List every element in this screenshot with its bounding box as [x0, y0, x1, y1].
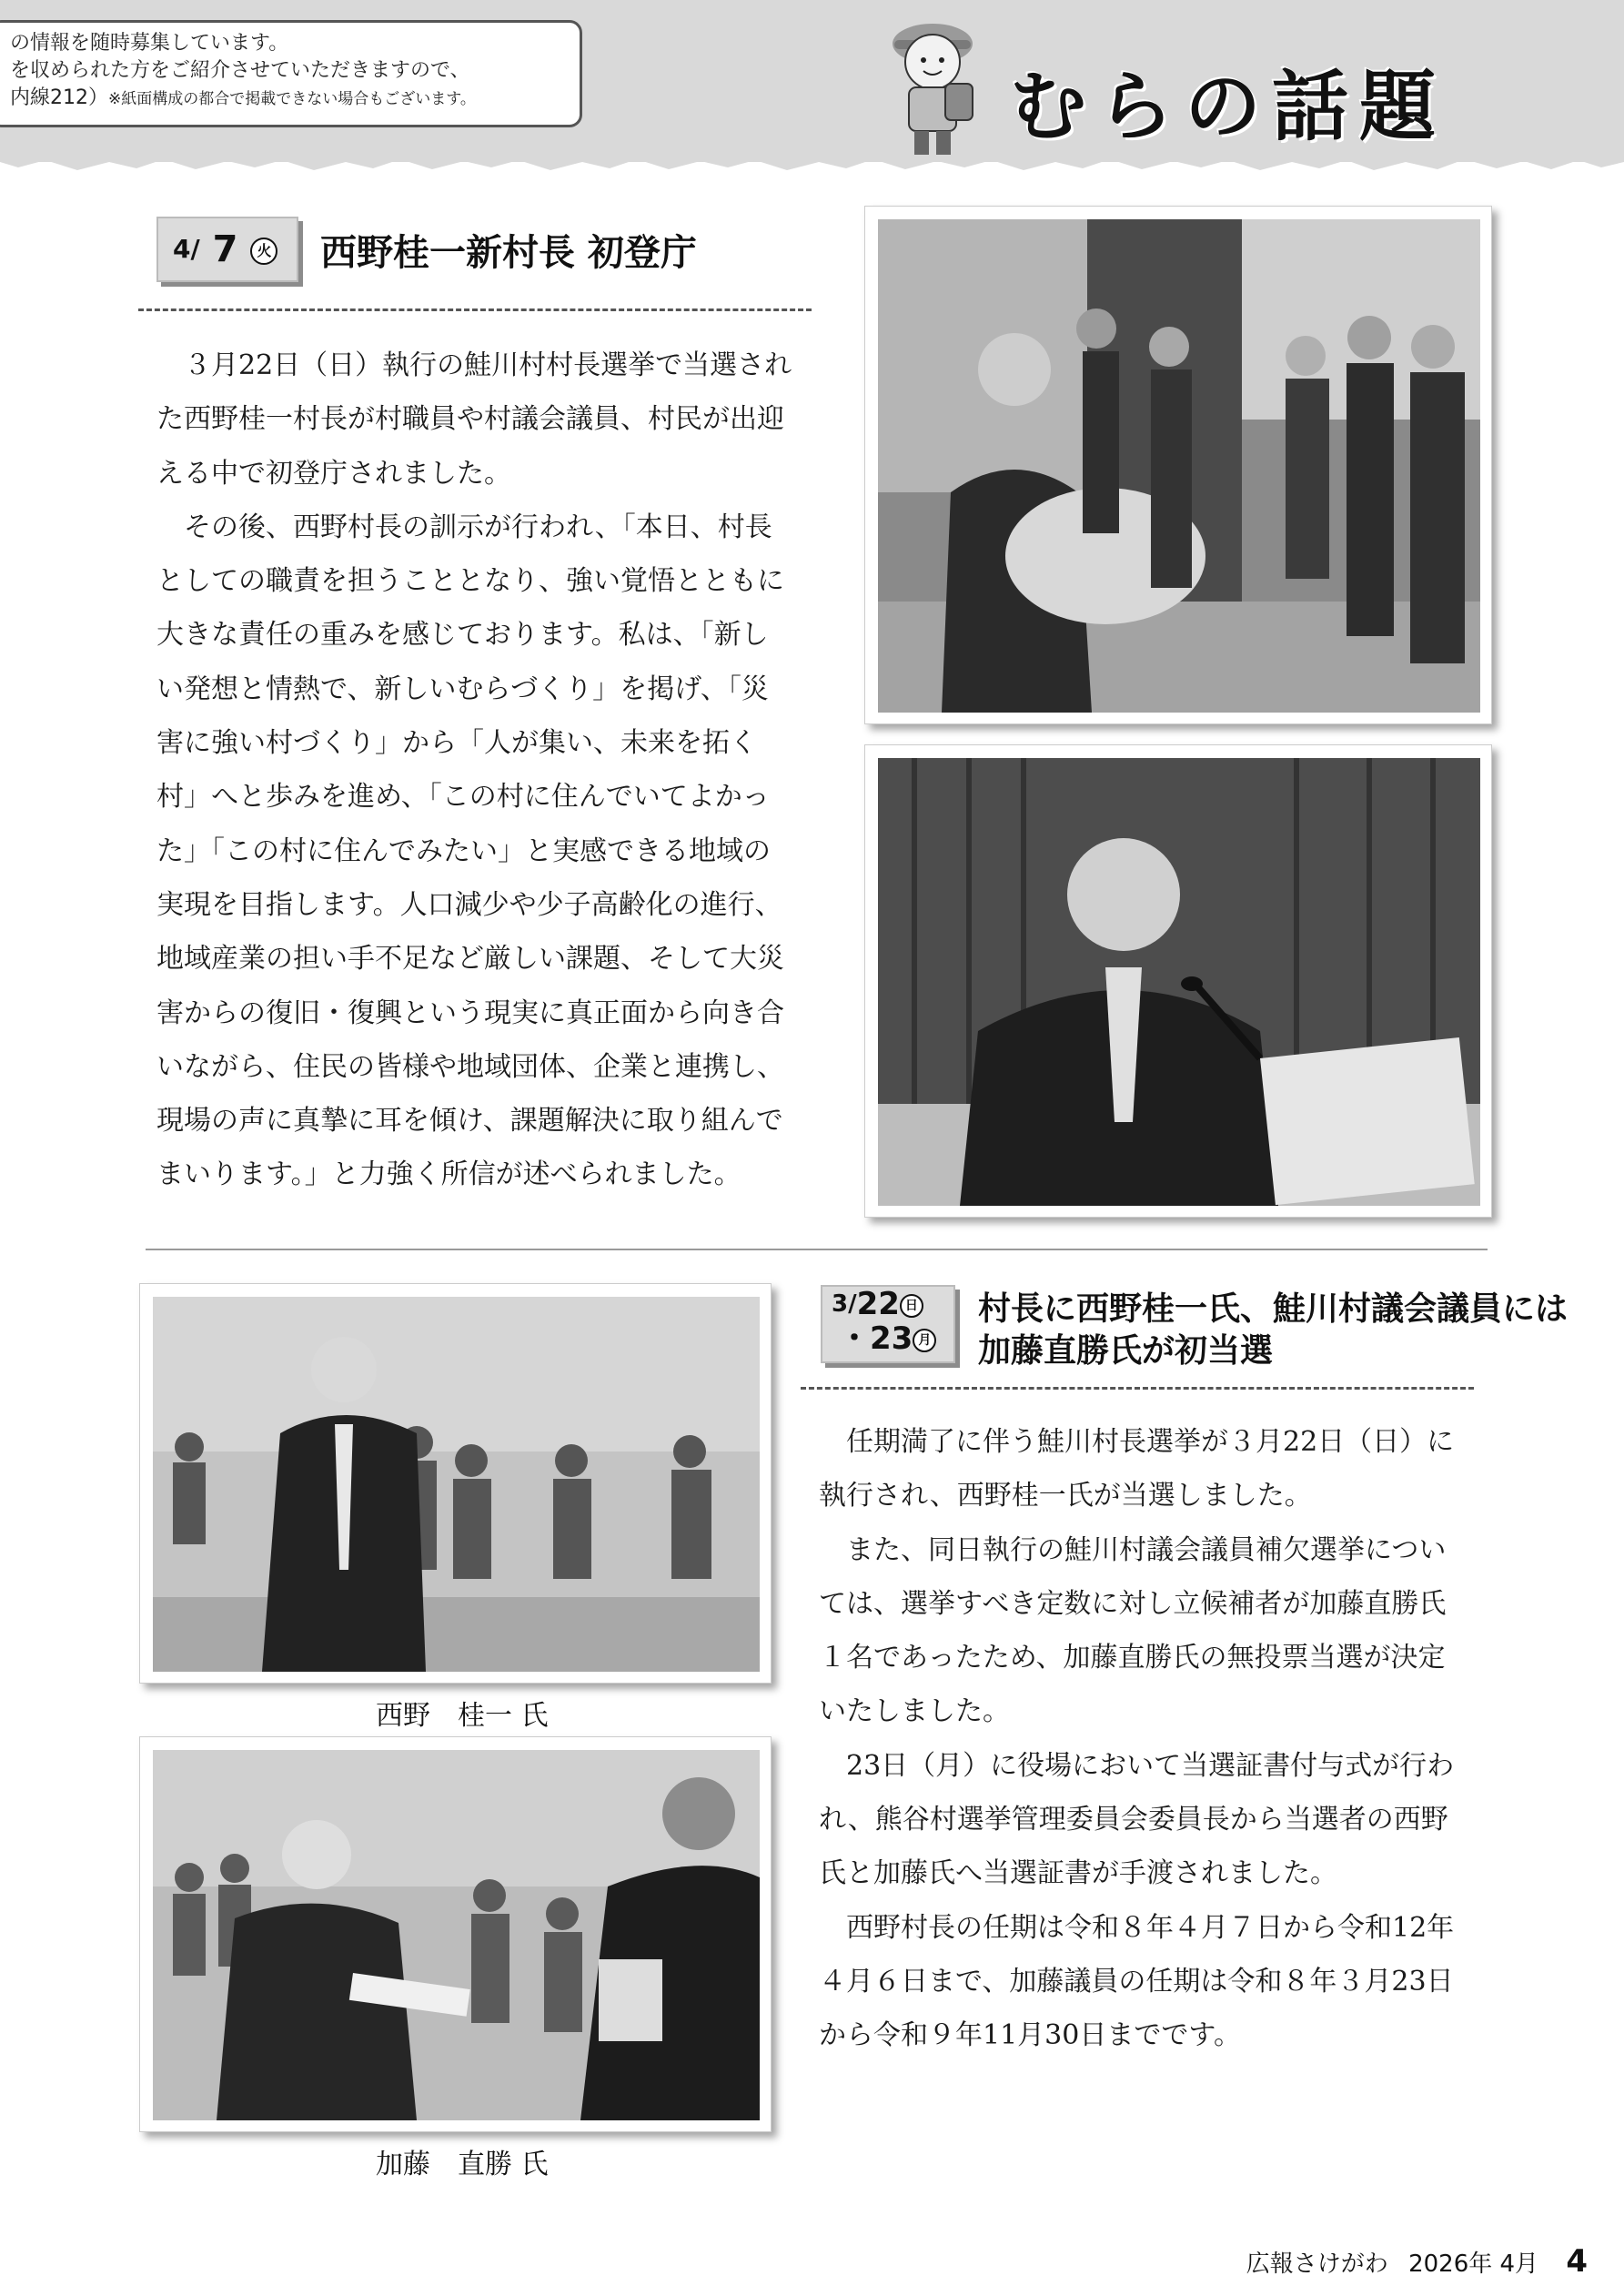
mascot-illustration: [878, 16, 987, 162]
photo-nishino: [139, 1283, 772, 1684]
article2-date-row1: [832, 1287, 953, 1321]
article2-weekday2: 月: [913, 1329, 936, 1352]
article1-body: [156, 339, 792, 1202]
article1-line: 実現を目指します。人口減少や少子高齢化の進行、: [156, 888, 782, 921]
article2-body: [819, 1415, 1454, 2063]
article1-line: ３月22日（日）執行の鮭川村村長選挙で当選され: [156, 349, 792, 381]
article2-date-month: 3: [832, 1290, 849, 1318]
article1-line: としての職責を担うこととなり、強い覚悟とともに: [156, 565, 784, 598]
article2-line: ４月６日まで、加藤議員の任期は令和８年３月23日: [819, 1965, 1454, 1998]
article1-title: 西野桂一新村長 初登庁: [320, 232, 697, 274]
article2-line: から令和９年11月30日までです。: [819, 2019, 1241, 2052]
article1-weekday: 火: [250, 238, 277, 265]
notice-line-3: [10, 85, 570, 113]
article2-date-day1: 22: [856, 1286, 900, 1322]
article2-line: 西野村長の任期は令和８年４月７日から令和12年: [819, 1911, 1455, 1944]
article2-weekday1: 日: [900, 1294, 923, 1318]
article1-line: その後、西野村長の訓示が行われ、「本日、村長: [156, 511, 772, 543]
date-slash: /: [190, 234, 200, 264]
article1-date-day: 7: [212, 228, 238, 270]
article2-line: 執行され、西野桂一氏が当選しました。: [819, 1480, 1312, 1512]
caption-nishino: 西野 桂一 氏: [376, 1700, 549, 1732]
article1-line: た西野桂一村長が村職員や村議会議員、村民が出迎: [156, 403, 784, 436]
photo-arrival: [864, 206, 1492, 724]
article1-dash-rule: [138, 308, 812, 311]
date-slash: /: [848, 1290, 857, 1318]
photo-speech-image: [878, 758, 1480, 1206]
article1-line: いながら、住民の皆様や地域団体、企業と連携し、: [156, 1050, 784, 1083]
page-number: 4: [1566, 2243, 1588, 2280]
article1-date-month: 4: [173, 234, 191, 264]
article1-line: 村」へと歩みを進め、「この村に住んでいてよかっ: [156, 781, 770, 814]
article1-line: える中で初登庁されました。: [156, 457, 511, 490]
article2-line: ては、選挙すべき定数に対し立候補者が加藤直勝氏: [819, 1587, 1447, 1620]
article1-line: 地域産業の担い手不足など厳しい課題、そして大災: [156, 943, 784, 976]
article2-line: 任期満了に伴う鮭川村長選挙が３月22日（日）に: [819, 1426, 1455, 1458]
article2-date-day2: ・23: [839, 1320, 913, 1357]
article1-line: 害からの復旧・復興という現実に真正面から向き合: [156, 996, 784, 1029]
footer-publication: 広報さけがわ: [1246, 2250, 1388, 2278]
photo-kato: [139, 1736, 772, 2132]
article1-line: 大きな責任の重みを感じております。私は、「新し: [156, 619, 769, 652]
article1-line: い発想と情熱で、新しいむらづくり」を掲げ、「災: [156, 673, 769, 705]
article2-line: 氏と加藤氏へ当選証書が手渡されました。: [819, 1857, 1337, 1890]
notice-extension: 内線212）: [10, 86, 108, 109]
photo-nishino-image: [153, 1297, 760, 1672]
page-footer: [1246, 2243, 1588, 2280]
footer-issue: 2026年 4月: [1408, 2250, 1539, 2278]
article2-dash-rule: [801, 1387, 1474, 1390]
notice-box: [0, 20, 582, 127]
notice-note: ※紙面構成の都合で掲載できない場合もございます。: [108, 90, 476, 108]
article2-line: 23日（月）に役場において当選証書付与式が行わ: [819, 1749, 1455, 1782]
article1-line: 現場の声に真摯に耳を傾け、課題解決に取り組んで: [156, 1105, 783, 1138]
article1-line: た」「この村に住んでみたい」と実感できる地域の: [156, 834, 771, 867]
section-divider: [146, 1249, 1488, 1250]
article2-date-row2: [832, 1321, 953, 1356]
notice-line-2: を収められた方をご紹介させていただきますので、: [10, 59, 470, 82]
photo-kato-image: [153, 1750, 760, 2120]
section-title: むらの話題: [1010, 61, 1447, 151]
photo-speech: [864, 744, 1492, 1218]
photo-arrival-image: [878, 219, 1480, 713]
notice-line-1: の情報を随時募集しています。: [10, 32, 289, 55]
article2-line: れ、熊谷村選挙管理委員会委員長から当選者の西野: [819, 1804, 1448, 1836]
article2-title-line1: 村長に西野桂一氏、鮭川村議会議員には: [978, 1290, 1569, 1328]
caption-kato: 加藤 直勝 氏: [376, 2149, 549, 2180]
article2-date-badge: [821, 1285, 955, 1363]
article1-date-badge: [156, 217, 298, 282]
article2-line: また、同日執行の鮭川村議会議員補欠選挙につい: [819, 1533, 1447, 1566]
article2-line: いたしました。: [819, 1695, 1010, 1728]
article2-line: １名であったため、加藤直勝氏の無投票当選が決定: [819, 1642, 1446, 1674]
article1-line: まいります。」と力強く所信が述べられました。: [156, 1158, 741, 1191]
article2-title-line2: 加藤直勝氏が初当選: [978, 1332, 1274, 1370]
article1-line: 害に強い村づくり」から「人が集い、未来を拓く: [156, 727, 757, 760]
